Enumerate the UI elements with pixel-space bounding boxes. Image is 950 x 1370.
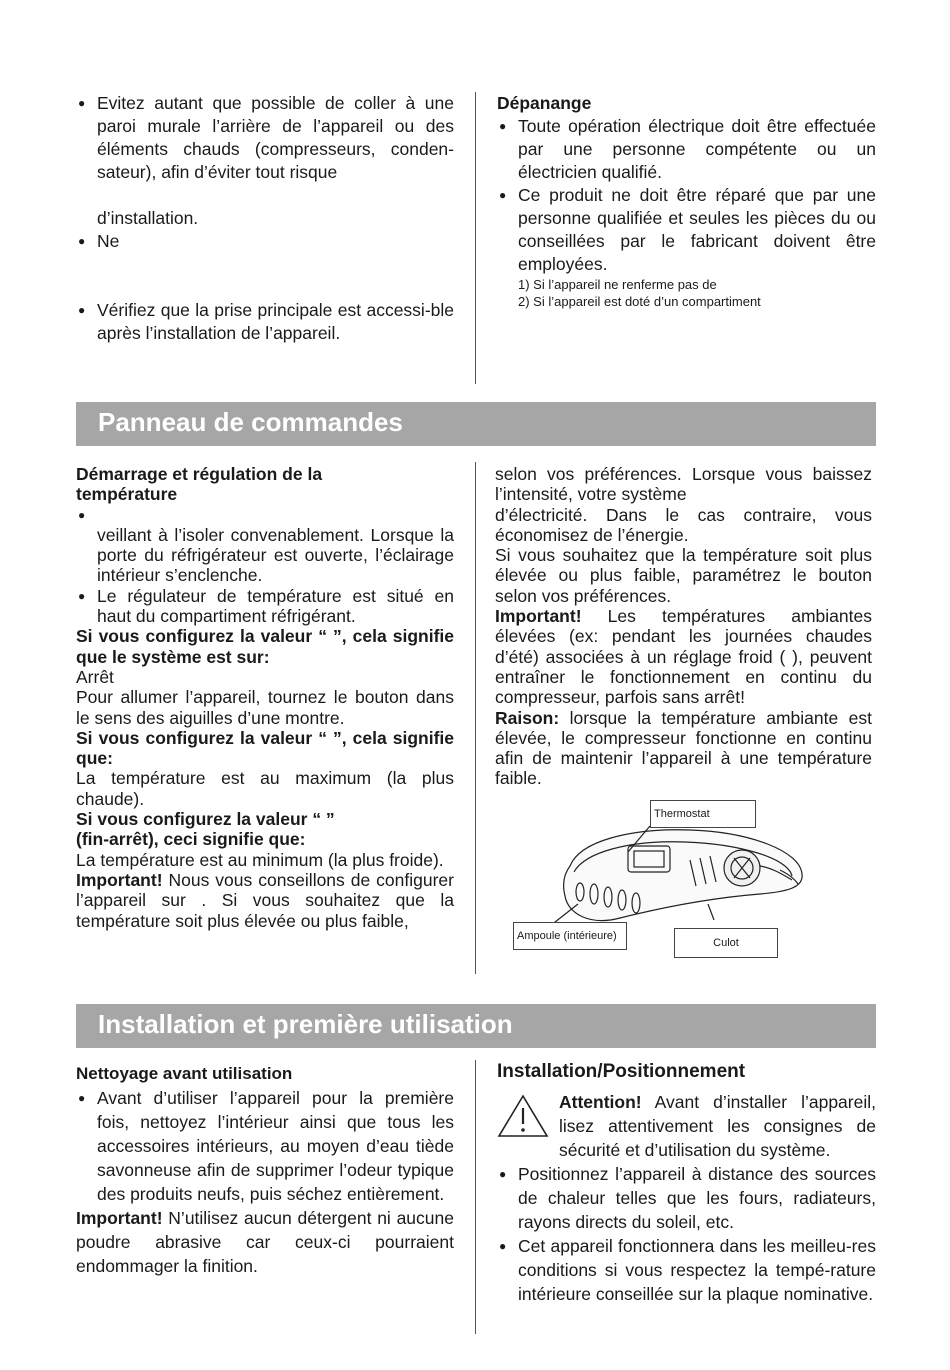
light-text: veillant à l’isoler convenablement. Lorsque la porte du réfrigérateur est ouverte, l’éclairage intérieur s’enclenche. [97, 524, 454, 586]
section-banner-installation [76, 1004, 876, 1048]
setting-question-3a: Si vous configurez la valeur “ ” [76, 809, 335, 830]
attention-text: Avant d’installer l’appareil, lisez attentivement les consignes de sécurité et d’utilisation du système. [559, 1092, 876, 1160]
control-left-column [76, 464, 454, 931]
installation-heading: Installation/Positionnement [497, 1061, 746, 1082]
bullet-wall-placement: ● Evitez autant que possible de coller à une paroi murale l’arrière de l’appareil ou des éléments chauds (compresseurs, conden-sateur), afin d’éviter tout risque [76, 92, 454, 184]
footnote-2: 2) Si l’appareil est doté d’un compartiment [518, 294, 761, 309]
bullet-empty [76, 505, 454, 525]
control-right-column [495, 464, 872, 789]
bullet-socket-access: ● Vérifiez que la prise principale est accessi-ble après l’installation de l’appareil. [76, 299, 454, 345]
important-text: Les températures ambiantes élevées (ex: pendant les journées chaudes d’été) associées à un réglage froid ( ), peuvent entraîner le fonctionnement en continu du compresseur, parfois sans arrêt! [495, 606, 872, 708]
reason-text [495, 708, 872, 789]
temperature-text: Si vous souhaitez que la température soit plus élevée ou plus faible, paramétrez le bouton selon vos préférences. [495, 545, 872, 606]
important-detergent [76, 1206, 454, 1278]
bullet-electrical: ● Toute opération électrique doit être effectuée par une personne compétente ou un électricien qualifié. [497, 115, 876, 184]
reason-body: lorsque la température ambiante est élevée, le compresseur fonctionne en continu afin de maintenir l’appareil à une température faible. [495, 707, 872, 789]
important-label: Important! [76, 1208, 163, 1228]
important-text: Nous vous conseillons de configurer l’appareil sur . Si vous souhaitez que la température soit plus élevée ou plus faible, [76, 869, 454, 931]
cleaning-heading: Nettoyage avant utilisation [76, 1064, 293, 1083]
column-divider [475, 92, 476, 384]
bullet-heat-sources: ● Positionnez l’appareil à distance des sources de chaleur telles que les fours, radiateurs, rayons directs du soleil, etc. [497, 1162, 876, 1234]
attention-label: Attention! [559, 1092, 642, 1112]
setting-answer-2: La température est au maximum (la plus chaude). [76, 768, 454, 809]
preference-text-b: d’électricité. Dans le cas contraire, vous économisez de l’énergie. [495, 504, 872, 545]
section-banner-control-panel [76, 402, 876, 446]
important-text: N’utilisez aucun détergent ni aucune poudre abrasive car ceux-ci pourraient endommager la finition. [76, 1208, 454, 1276]
power-on-text: Pour allumer l’appareil, tournez le bouton dans le sens des aiguilles d’une montre. [76, 687, 454, 728]
section-title: Installation et première utilisation [98, 1009, 513, 1039]
startup-heading: Démarrage et régulation de la température [76, 464, 323, 505]
warning-icon [497, 1094, 549, 1138]
thermostat-figure [510, 796, 810, 966]
setting-question-3b: (fin-arrêt), ceci signifie que: [76, 829, 306, 850]
bullet-regulator: ● Le régulateur de température est situé en haut du compartiment réfrigérant. [76, 586, 454, 627]
column-divider-2 [475, 462, 476, 974]
preference-text: selon vos préférences. Lorsque vous baissez l’intensité, votre système [495, 464, 872, 505]
important-label: Important! [76, 869, 163, 890]
setting-question-1: Si vous configurez la valeur “ ”, cela signifie que le système est sur: [76, 626, 454, 667]
important-label: Important! [495, 606, 582, 627]
section-title: Panneau de commandes [98, 407, 403, 437]
reason-label: Raison: [495, 707, 560, 728]
bullet-ne: ● Ne [76, 230, 454, 253]
footnote-1: 1) Si l’appareil ne renferme pas de [518, 277, 717, 292]
label-bulb: Ampoule (intérieure) [513, 922, 627, 950]
important-note [76, 870, 454, 931]
troubleshooting-heading: Dépanange [497, 93, 592, 113]
important-ambient [495, 606, 872, 707]
setting-question-2: Si vous configurez la valeur “ ”, cela signifie que: [76, 727, 454, 769]
cleaning-column [76, 1062, 454, 1278]
top-right-column [497, 92, 876, 310]
label-base: Culot [674, 928, 778, 958]
attention-block [497, 1090, 876, 1162]
setting-answer-1: Arrêt [76, 666, 114, 687]
setting-answer-3: La température est au minimum (la plus froide). [76, 849, 444, 870]
bullet-cleaning: ● Avant d’utiliser l’appareil pour la première fois, nettoyez l’intérieur ainsi que tous les accessoires intérieurs, au moyen d’eau tiède savonneuse afin de supprimer l’odeur typique des produits neufs, puis séchez entièrement. [76, 1086, 454, 1206]
top-left-column [76, 92, 454, 345]
bullet-wall-placement-tail: d’installation. [97, 208, 199, 228]
bullet-repair: ● Ce produit ne doit être réparé que par une personne qualifiée et seules les pièces du ou conseillées par le fabricant doivent être employées. [497, 184, 876, 276]
bullet-temperature-conditions: ● Cet appareil fonctionnera dans les meilleu-res conditions si vous respectez la tempé-rature intérieure conseillée sur la plaque nominative. [497, 1234, 876, 1306]
column-divider-3 [475, 1060, 476, 1334]
installation-column [497, 1060, 876, 1306]
label-thermostat: Thermostat [650, 800, 756, 828]
